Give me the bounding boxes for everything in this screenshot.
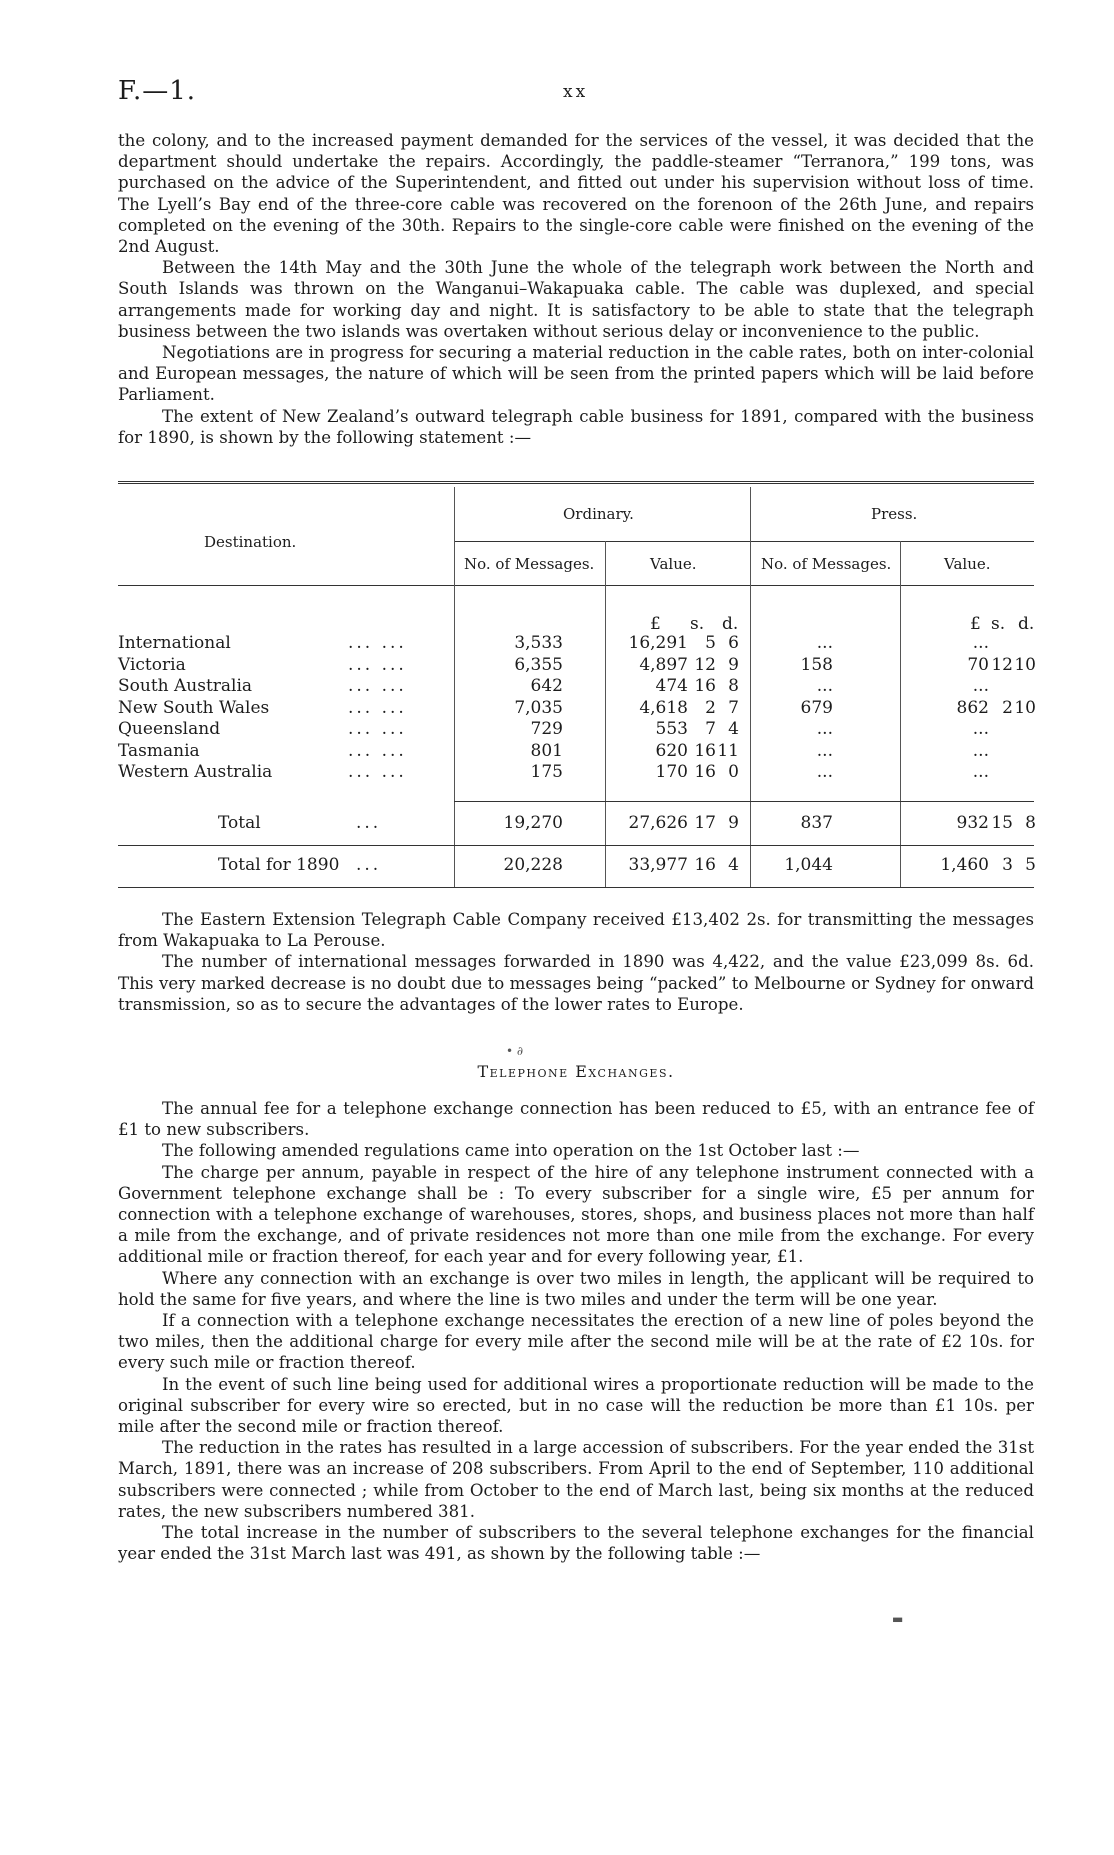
press-pence-cell: 5 [1025, 855, 1036, 875]
destination-cell: South Australia [118, 676, 253, 696]
ordinary-pounds-cell: 620 [655, 740, 688, 761]
ordinary-pence-cell: 8 [728, 676, 739, 696]
press-value-header: Value. [944, 555, 991, 573]
leader-dots: ... ... [348, 740, 407, 761]
leader-dots: ... ... [348, 654, 407, 675]
press-header: Press. [871, 505, 918, 523]
paragraph: Between the 14th May and the 30th June the whole of the telegraph work between the North and South Islands was thrown on the Wanganui–Wakapuaka cable. The cable was duplexed, and special arrangements made for working day and night. It is satisfactory to be able to state that the telegraph business between the two islands was overtaken without serious delay or inconvenience to the public. [118, 258, 1034, 341]
press-messages-header: No. of Messages. [761, 555, 892, 573]
page-header [118, 76, 1022, 106]
ordinary-shillings-cell: 16 [694, 855, 716, 875]
ordinary-shillings-cell: 16 [694, 740, 716, 761]
ordinary-pence-cell: 4 [728, 719, 739, 739]
paragraph: The extent of New Zealand’s outward telegraph cable business for 1891, compared with the business for 1890, is shown by the following statement :— [118, 406, 1034, 447]
press-pounds-cell: 70 [967, 654, 989, 675]
press-messages-cell: 1,044 [784, 855, 833, 875]
press-messages-cell: ... [816, 762, 833, 782]
ordinary-messages-cell: 19,270 [503, 813, 563, 833]
text-block-middle [118, 909, 1034, 1015]
ordinary-messages-cell: 642 [530, 676, 563, 696]
ordinary-pence-cell: 7 [728, 697, 739, 718]
shilling-unit: s. [991, 614, 1006, 634]
ordinary-messages-header: No. of Messages. [464, 555, 595, 573]
leader-dots: ... [356, 813, 382, 833]
pence-unit: d. [1018, 614, 1035, 634]
column-divider [605, 541, 606, 887]
ordinary-shillings-cell: 2 [705, 697, 716, 718]
destination-cell: Victoria [118, 654, 186, 675]
ordinary-messages-cell: 20,228 [503, 855, 563, 875]
press-pence-cell: 8 [1025, 813, 1036, 833]
ink-mark: ▬ [892, 1612, 904, 1626]
destination-cell: International [118, 633, 231, 653]
ordinary-pounds-cell: 553 [655, 719, 688, 739]
destination-cell: Tasmania [118, 740, 200, 761]
ordinary-pounds-cell: 16,291 [628, 633, 688, 653]
destination-cell: Queensland [118, 719, 221, 739]
pound-unit: £ [970, 614, 981, 634]
destination-cell: Western Australia [118, 762, 273, 782]
press-shillings-cell: 3 [1002, 855, 1013, 875]
destination-header: Destination. [204, 533, 297, 551]
press-messages-cell: ... [816, 740, 833, 761]
ordinary-shillings-cell: 5 [705, 633, 716, 653]
press-messages-cell: ... [816, 676, 833, 696]
section-heading: Telephone Exchanges. [477, 1062, 675, 1081]
ordinary-header: Ordinary. [563, 505, 634, 523]
paragraph: The reduction in the rates has resulted in a large accession of subscribers. For the year ended the 31st March, 1891, there was an increase of 208 subscribers. From April to the end of September, 110 additional subscribers were connected ; while from October to the end of March last, being six months at the reduced rates, the new subscribers numbered 381. [118, 1438, 1034, 1521]
press-pounds-cell: 932 [956, 813, 989, 833]
press-messages-cell: ... [816, 633, 833, 653]
ordinary-pounds-cell: 474 [655, 676, 688, 696]
ordinary-pounds-cell: 27,626 [628, 813, 688, 833]
row-label: Total for 1890 [218, 855, 340, 875]
total-rule [118, 845, 1034, 846]
ordinary-shillings-cell: 12 [694, 654, 716, 675]
ordinary-pence-cell: 6 [728, 633, 739, 653]
press-pounds-cell: ... [972, 633, 989, 653]
paragraph: The total increase in the number of subscribers to the several telephone exchanges for the financial year ended the 31st March last was 491, as shown by the following table :— [118, 1523, 1034, 1564]
cable-business-table [118, 481, 1034, 901]
ordinary-shillings-cell: 17 [694, 813, 716, 833]
ordinary-pounds-cell: 170 [655, 762, 688, 782]
ordinary-pence-cell: 9 [728, 813, 739, 833]
paragraph: The number of international messages forwarded in 1890 was 4,422, and the value £23,099 8s. 6d. This very marked decrease is no doubt due to messages being “packed” to Melbourne or Sydney for onward transmission, so as to secure the advantages of the lower rates to Europe. [118, 952, 1034, 1014]
text-block-top [118, 130, 1034, 448]
table-top-rule [118, 481, 1034, 484]
leader-dots: ... ... [348, 719, 407, 739]
press-pounds-cell: 1,460 [940, 855, 989, 875]
press-pounds-cell: ... [972, 676, 989, 696]
ordinary-messages-cell: 6,355 [514, 654, 563, 675]
table-bottom-rule [118, 887, 1034, 888]
page-number: xx [563, 82, 589, 102]
press-messages-cell: 837 [800, 813, 833, 833]
ordinary-shillings-cell: 7 [705, 719, 716, 739]
paragraph: The annual fee for a telephone exchange connection has been reduced to £5, with an entrance fee of £1 to new subscribers. [118, 1099, 1034, 1140]
text-block-bottom [118, 1098, 1034, 1564]
press-shillings-cell: 15 [991, 813, 1013, 833]
press-pounds-cell: 862 [956, 697, 989, 718]
paragraph: Where any connection with an exchange is over two miles in length, the applicant will be required to hold the same for five years, and where the line is two miles and under the term will be one year. [118, 1268, 1034, 1309]
ink-mark: • ∂ [506, 1044, 524, 1058]
ordinary-messages-cell: 7,035 [514, 697, 563, 718]
pound-unit: £ [650, 614, 661, 634]
destination-cell: New South Wales [118, 697, 270, 718]
ordinary-messages-cell: 801 [530, 740, 563, 761]
press-messages-cell: 679 [800, 697, 833, 718]
header-mid-rule [454, 541, 1034, 542]
press-shillings-cell: 12 [991, 654, 1013, 675]
column-divider [750, 487, 751, 887]
ordinary-value-header: Value. [650, 555, 697, 573]
press-pounds-cell: ... [972, 740, 989, 761]
press-messages-cell: ... [816, 719, 833, 739]
ordinary-shillings-cell: 16 [694, 762, 716, 782]
press-shillings-cell: 2 [1002, 697, 1013, 718]
leader-dots: ... [356, 855, 382, 875]
ordinary-pounds-cell: 4,897 [639, 654, 688, 675]
paragraph: The Eastern Extension Telegraph Cable Company received £13,402 2s. for transmitting the messages from Wakapuaka to La Perouse. [118, 910, 1034, 951]
pence-unit: d. [722, 614, 739, 634]
ordinary-messages-cell: 3,533 [514, 633, 563, 653]
press-pounds-cell: ... [972, 719, 989, 739]
ordinary-pence-cell: 0 [728, 762, 739, 782]
paragraph: In the event of such line being used for additional wires a proportionate reduction will be made to the original subscriber for every wire so erected, but in no case will the reduction be more than £1 10s. per mile after the second mile or fraction thereof. [118, 1374, 1034, 1437]
paragraph: The following amended regulations came into operation on the 1st October last :— [162, 1141, 860, 1161]
ordinary-pence-cell: 9 [728, 654, 739, 675]
paragraph: the colony, and to the increased payment demanded for the services of the vessel, it was decided that the department should undertake the repairs. Accordingly, the paddle-steamer “Terranora,” 199 tons, was purchased on the advice of the Superintendent, and fitted out under his supervision without loss of time. The Lyell’s Bay end of the three-core cable was recovered on the forenoon of the 26th June, and repairs completed on the evening of the 30th. Repairs to the single-core cable were finished on the evening of the 2nd August. [118, 131, 1034, 257]
leader-dots: ... ... [348, 762, 407, 782]
leader-dots: ... ... [348, 633, 407, 653]
ordinary-messages-cell: 175 [530, 762, 563, 782]
ordinary-pence-cell: 4 [728, 855, 739, 875]
ordinary-pounds-cell: 33,977 [628, 855, 688, 875]
leader-dots: ... ... [348, 697, 407, 718]
subtotal-rule [454, 801, 1034, 802]
paragraph: Negotiations are in progress for securing a material reduction in the cable rates, both on inter-colonial and European messages, the nature of which will be seen from the printed papers which will be laid before Parliament. [118, 343, 1034, 405]
paragraph: The charge per annum, payable in respect of the hire of any telephone instrument connected with a Government telephone exchange shall be : To every subscriber for a single wire, £5 per annum for connection with a telephone exchange of warehouses, stores, shops, and business places not more than half a mile from the exchange, and of private residences not more than one mile from the exchange. For every additional mile or fraction thereof, for each year and for every following year, £1. [118, 1162, 1034, 1267]
column-divider [900, 541, 901, 887]
ordinary-pence-cell: 11 [717, 740, 739, 761]
leader-dots: ... ... [348, 676, 407, 696]
press-pence-cell: 10 [1014, 697, 1036, 718]
row-label: Total [218, 813, 261, 833]
press-pounds-cell: ... [972, 762, 989, 782]
ordinary-shillings-cell: 16 [694, 676, 716, 696]
press-messages-cell: 158 [800, 654, 833, 675]
ordinary-messages-cell: 729 [530, 719, 563, 739]
ordinary-pounds-cell: 4,618 [639, 697, 688, 718]
press-pence-cell: 10 [1014, 654, 1036, 675]
shilling-unit: s. [690, 614, 705, 634]
paragraph: If a connection with a telephone exchange necessitates the erection of a new line of poles beyond the two miles, then the additional charge for every mile after the second mile will be at the rate of £2 10s. for every such mile or fraction thereof. [118, 1311, 1034, 1373]
header-bottom-rule [118, 585, 1034, 586]
column-divider [454, 487, 455, 887]
paper-reference: F.—1. [118, 76, 197, 106]
